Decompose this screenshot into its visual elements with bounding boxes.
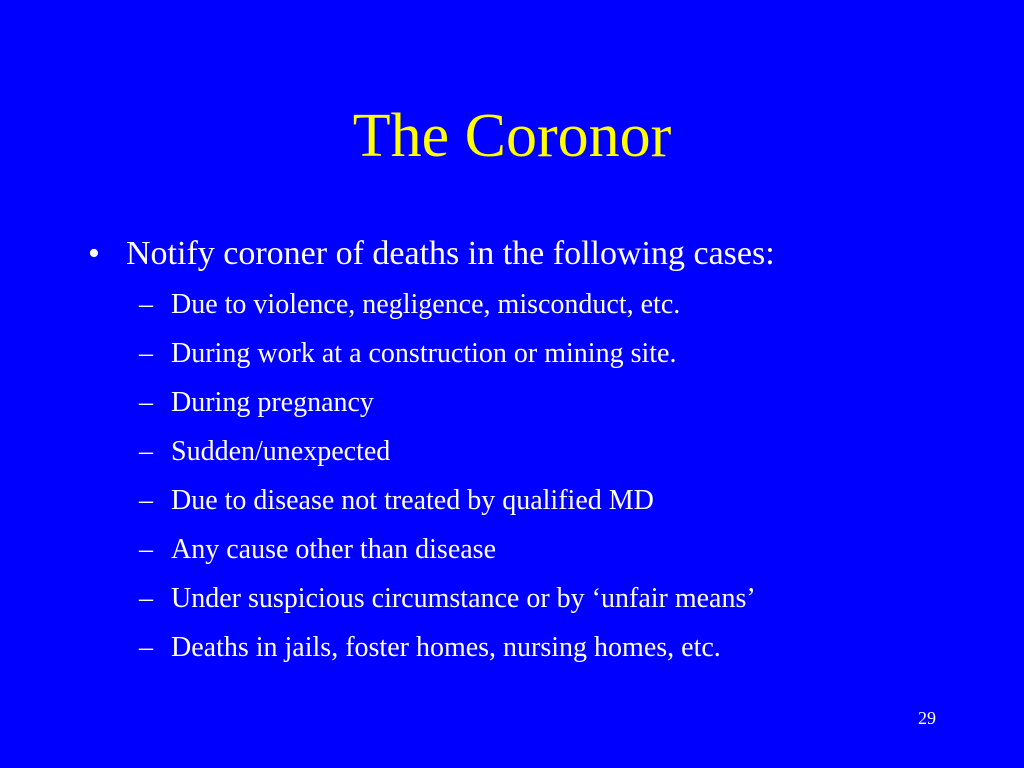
dash-marker: – [139,387,153,418]
sub-bullet-text: Sudden/unexpected [171,436,391,467]
sub-bullet-list [88,280,988,672]
slide-body [88,230,988,672]
sub-bullet-item [88,525,988,574]
sub-bullet-text: During work at a construction or mining site. [171,338,677,369]
sub-bullet-text: Any cause other than disease [171,534,496,565]
sub-bullet-text: Due to violence, negligence, misconduct, etc. [171,289,681,320]
sub-bullet-text: During pregnancy [171,387,374,418]
slide-title: The Coronor [352,102,672,170]
bullet-text: Notify coroner of deaths in the following cases: [126,235,775,272]
sub-bullet-item [88,378,988,427]
page-number: 29 [918,708,936,728]
bullet-marker: • [88,235,100,272]
dash-marker: – [139,485,153,516]
bullet-item [88,230,988,278]
sub-bullet-text: Due to disease not treated by qualified MD [171,485,654,516]
dash-marker: – [139,534,153,565]
dash-marker: – [139,436,153,467]
sub-bullet-text: Under suspicious circumstance or by ‘unfair means’ [171,583,756,614]
sub-bullet-item [88,280,988,329]
sub-bullet-item [88,329,988,378]
sub-bullet-item [88,623,988,672]
sub-bullet-item [88,476,988,525]
dash-marker: – [139,289,153,320]
dash-marker: – [139,632,153,663]
dash-marker: – [139,583,153,614]
dash-marker: – [139,338,153,369]
sub-bullet-text: Deaths in jails, foster homes, nursing homes, etc. [171,632,721,663]
sub-bullet-item [88,574,988,623]
sub-bullet-item [88,427,988,476]
